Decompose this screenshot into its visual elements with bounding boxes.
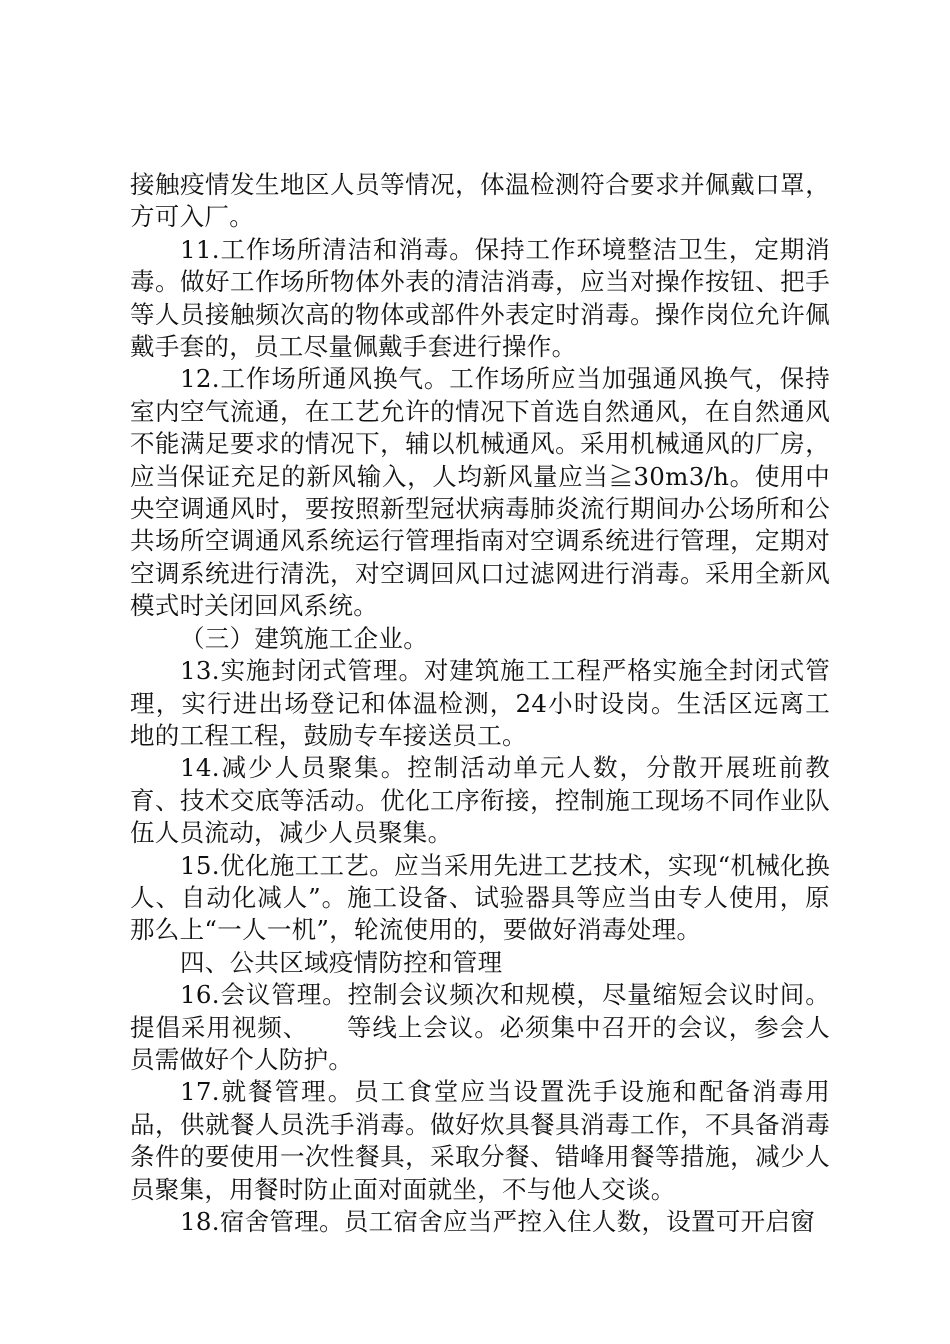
paragraph-item-12: 12.工作场所通风换气。工作场所应当加强通风换气，保持室内空气流通，在工艺允许的情况下首选自然通风，在自然通风不能满足要求的情况下，辅以机械通风。采用机械通风的厂房，应当保证充足的新风输入，人均新风量应当≧30m3/h。使用中央空调通风时，要按照新型冠状病毒肺炎流行期间办公场所和公共场所空调通风系统运行管理指南对空调系统进行管理，定期对空调系统进行清洗，对空调回风口过滤网进行消毒。采用全新风模式时关闭回风系统。	[130, 364, 830, 621]
paragraph-item-11: 11.工作场所清洁和消毒。保持工作环境整洁卫生，定期消毒。做好工作场所物体外表的清洁消毒，应当对操作按钮、把手等人员接触频次高的物体或部件外表定时消毒。操作岗位允许佩戴手套的，员工尽量佩戴手套进行操作。	[130, 234, 830, 362]
paragraph-item-17: 17.就餐管理。员工食堂应当设置洗手设施和配备消毒用品，供就餐人员洗手消毒。做好炊具餐具消毒工作，不具备消毒条件的要使用一次性餐具，采取分餐、错峰用餐等措施，减少人员聚集，用餐时防止面对面就坐，不与他人交谈。	[130, 1077, 830, 1204]
paragraph-item-18: 18.宿舍管理。员工宿舍应当严控入住人数，设置可开启窗	[180, 1207, 816, 1236]
paragraph-item-15: 15.优化施工工艺。应当采用先进工艺技术，实现“机械化换人、自动化减人”。施工设备、试验器具等应当由专人使用，原那么上“一人一机”，轮流使用的，要做好消毒处理。	[130, 850, 830, 945]
section-heading-construction: （三）建筑施工企业。	[180, 623, 428, 653]
paragraph-item-16: 16.会议管理。控制会议频次和规模，尽量缩短会议时间。提倡采用视频、 等线上会议。必须集中召开的会议，参会人员需做好个人防护。	[130, 980, 830, 1074]
section-heading-public-areas: 四、公共区域疫情防控和管理	[180, 947, 503, 977]
paragraph-continuation: 接触疫情发生地区人员等情况，体温检测符合要求并佩戴口罩，方可入厂。	[130, 170, 830, 232]
paragraph-item-14: 14.减少人员聚集。控制活动单元人数，分散开展班前教育、技术交底等活动。优化工序衔接，控制施工现场不同作业队伍人员流动，减少人员聚集。	[130, 753, 830, 848]
paragraph-item-13: 13.实施封闭式管理。对建筑施工工程严格实施全封闭式管理，实行进出场登记和体温检测，24小时设岗。生活区远离工地的工程工程，鼓励专车接送员工。	[130, 656, 830, 750]
document-page	[130, 169, 830, 1238]
